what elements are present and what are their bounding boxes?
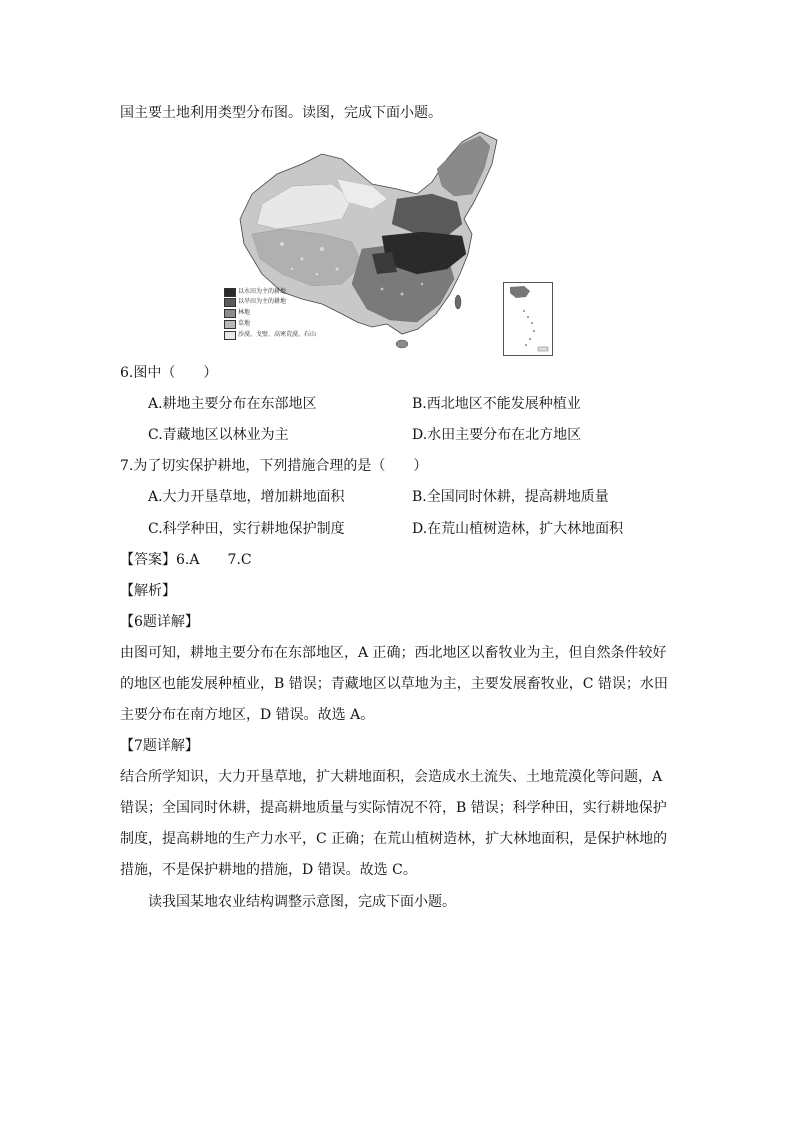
- detail-7-line: 制度，提高耕地的生产力水平，C 正确；在荒山植树造林，扩大林地面积，是保护林地的: [120, 831, 668, 847]
- south-china-sea-inset: [503, 282, 553, 356]
- q7-option-b: B.全国同时休耕，提高耕地质量: [412, 489, 609, 505]
- legend-swatch: [224, 331, 236, 340]
- q7-option-a: A.大力开垦草地，增加耕地面积: [148, 489, 345, 505]
- analysis-heading: 【解析】: [120, 583, 176, 599]
- legend-swatch: [224, 309, 236, 318]
- intro-text: 国主要土地利用类型分布图。读图，完成下面小题。: [120, 105, 442, 121]
- q6-option-b: B.西北地区不能发展种植业: [412, 396, 581, 412]
- q6-option-c: C.青藏地区以林业为主: [148, 427, 289, 443]
- detail-6-line: 由图可知，耕地主要分布在东部地区，A 正确；西北地区以畜牧业为主，但自然条件较好: [120, 645, 667, 661]
- q7-option-d: D.在荒山植树造林，扩大林地面积: [412, 521, 624, 537]
- q7-option-c: C.科学种田，实行耕地保护制度: [148, 521, 345, 537]
- detail-6-heading: 【6题详解】: [120, 614, 199, 630]
- detail-7-line: 结合所学知识，大力开垦草地，扩大耕地面积，会造成水土流失、土地荒漠化等问题，A: [120, 769, 663, 785]
- forest-region: [437, 136, 490, 196]
- detail-7-heading: 【7题详解】: [120, 738, 199, 754]
- taiwan-island: [455, 295, 461, 309]
- legend-swatch: [224, 298, 236, 307]
- answer-line: 【答案】6.A 7.C: [120, 552, 252, 568]
- hainan-island: [396, 340, 408, 348]
- detail-6-line: 主要分布在南方地区，D 错误。故选 A。: [120, 707, 375, 723]
- next-section-intro: 读我国某地农业结构调整示意图，完成下面小题。: [148, 894, 456, 910]
- q6-option-a: A.耕地主要分布在东部地区: [148, 396, 317, 412]
- detail-6-line: 的地区也能发展种植业，B 错误；青藏地区以草地为主，主要发展畜牧业，C 错误；水田: [120, 676, 668, 692]
- detail-7-line: 措施，不是保护耕地的措施，D 错误。故选 C。: [120, 862, 417, 878]
- q6-stem: 6.图中（ ）: [120, 365, 218, 381]
- detail-7-line: 错误；全国同时休耕，提高耕地质量与实际情况不符，B 错误；科学种田，实行耕地保护: [120, 800, 667, 816]
- q6-option-d: D.水田主要分布在北方地区: [412, 427, 582, 443]
- q7-stem: 7.为了切实保护耕地，下列措施合理的是（ ）: [120, 458, 428, 474]
- legend-swatch: [224, 288, 236, 297]
- legend-swatch: [224, 320, 236, 329]
